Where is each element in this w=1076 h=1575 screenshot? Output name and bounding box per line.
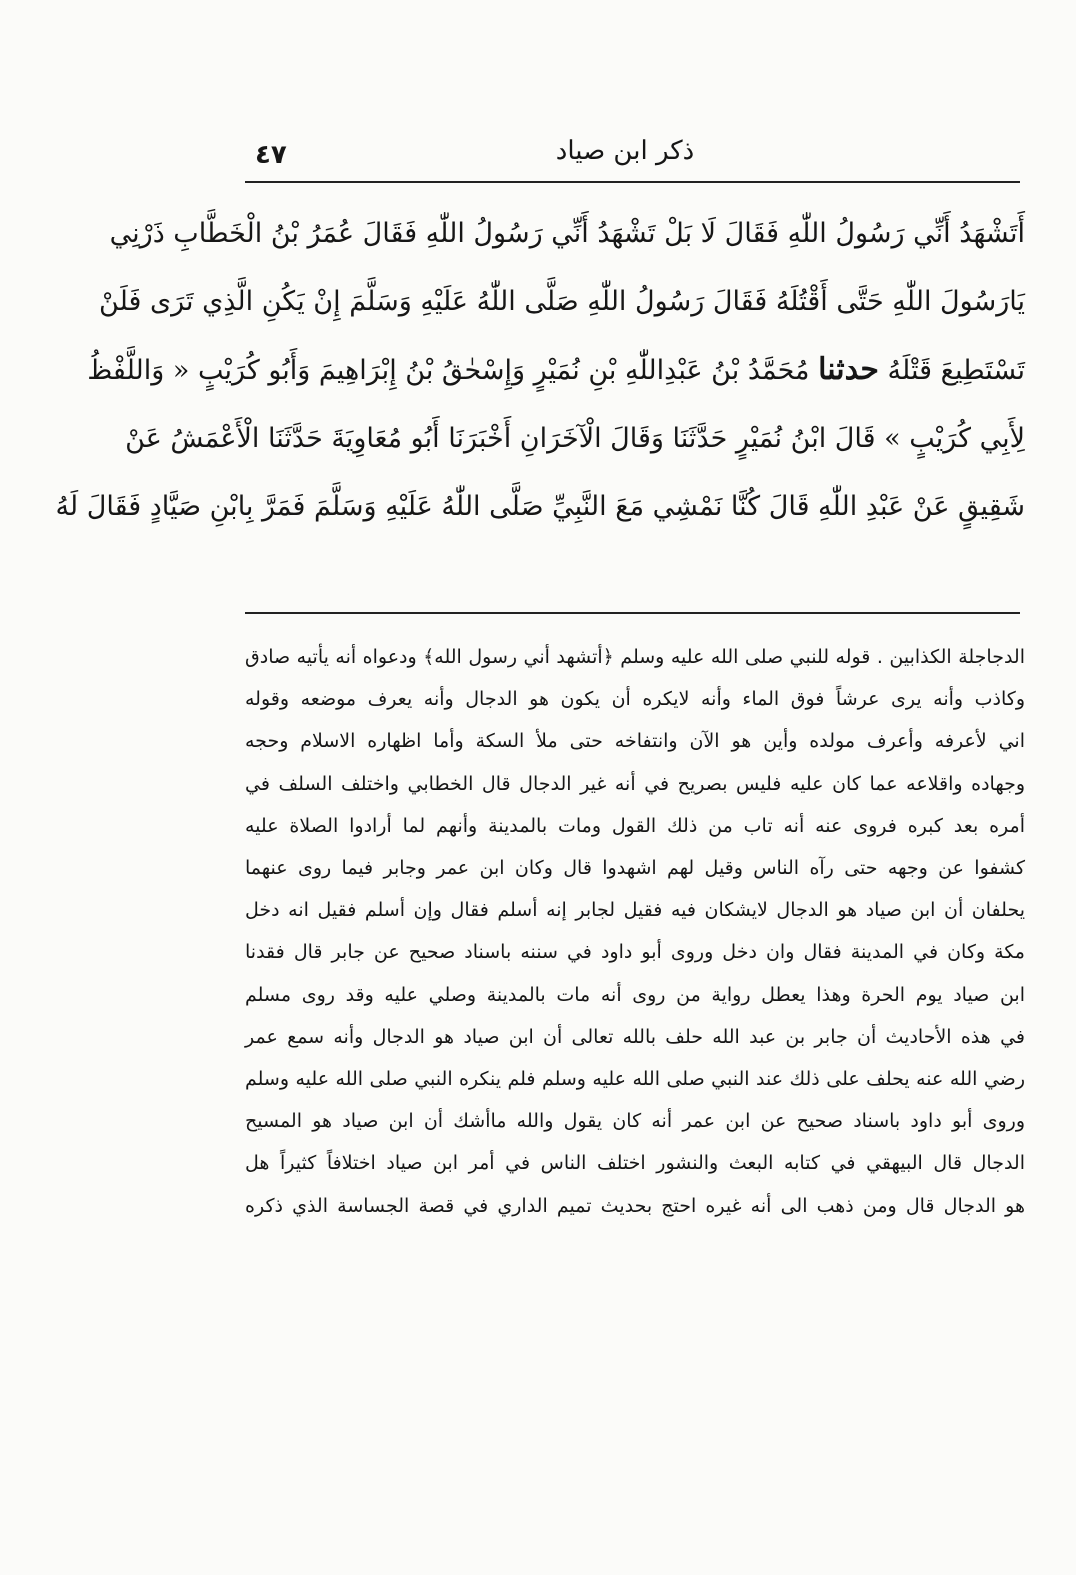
commentary-line: ابن صياد يوم الحرة وهذا يعطل رواية من روى أنه مات بالمدينة وصلي عليه وقد روى مسلم <box>245 983 1025 1006</box>
hadith-line: أَتَشْهَدُ أَنِّي رَسُولُ اللّٰهِ فَقَالَ لَا بَلْ تَشْهَدُ أَنِّي رَسُولُ اللّٰهِ فَقَالَ عُمَرُ بْنُ الْخَطَّابِ ذَرْنِي <box>109 218 1025 249</box>
hadith-line-segment: تَسْتَطِيعَ قَتْلَهُ <box>887 355 1025 386</box>
commentary-line: الدجاجلة الكذابين . قوله للنبي صلى الله عليه وسلم ﴿أتشهد أني رسول الله﴾ ودعواه أنه يأتيه صادق <box>245 646 1025 668</box>
hadith-line <box>87 336 1025 405</box>
header-rule <box>245 181 1020 183</box>
haddathana-marker: حدثنا <box>818 352 879 387</box>
hadith-line: لِأَبِي كُرَيْبٍ » قَالَ ابْنُ نُمَيْرٍ حَدَّثَنَا وَقَالَ الْآخَرَانِ أَخْبَرَنَا أَبُو مُعَاوِيَةَ حَدَّثَنَا الْأَعْمَشُ عَنْ <box>125 423 1025 454</box>
page-header <box>245 132 1020 180</box>
commentary-line: في هذه الأحاديث أن جابر بن عبد الله حلف بالله تعالى أن ابن صياد هو الدجال وأنه سمع عمر <box>245 1025 1025 1048</box>
hadith-line: يَارَسُولَ اللّٰهِ حَتَّى أَقْتُلَهُ فَقَالَ رَسُولُ اللّٰهِ صَلَّى اللّٰهُ عَلَيْهِ وَسَلَّمَ إِنْ يَكُنِ الَّذِي تَرَى فَلَنْ <box>99 286 1025 317</box>
running-title: ذكر ابن صياد <box>555 136 695 166</box>
commentary-line: يحلفان أن ابن صياد هو الدجال لايشكان فيه فقيل لجابر إنه أسلم فقال وإن أسلم فقيل انه دخل <box>245 899 1025 922</box>
commentary-line: وروى أبو داود باسناد صحيح عن ابن عمر أنه كان يقول والله ماأشك أن ابن صياد هو المسيح <box>245 1110 1025 1133</box>
commentary-line: كشفوا عن وجهه حتى رآه الناس وقيل لهم اشهدوا قال وكان ابن عمر وجابر فيما روى عنهما <box>245 857 1025 880</box>
commentary-line: الدجال قال البيهقي في كتابه البعث والنشور اختلف الناس في أمر ابن صياد اختلافاً كثيراً هل <box>245 1152 1025 1175</box>
commentary-line: وجهاده واقلاعه عما كان عليه فليس بصريح في أنه غير الدجال قال الخطابي واختلف السلف في <box>245 772 1025 795</box>
section-divider <box>245 612 1020 614</box>
commentary-line: وكاذب وأنه يرى عرشاً فوق الماء وأنه لايكره أن يكون هو الدجال وأنه يعرف موضعه وقوله <box>245 688 1025 711</box>
hadith-line-segment: مُحَمَّدُ بْنُ عَبْدِاللّٰهِ بْنِ نُمَيْرٍ وَإِسْحٰقُ بْنُ إِبْرَاهِيمَ وَأَبُو كُرَيْبٍ « وَاللَّفْظُ <box>87 355 810 386</box>
commentary-line: رضي الله عنه يحلف على ذلك عند النبي صلى الله عليه وسلم فلم ينكره النبي صلى الله عليه وسلم <box>245 1068 1025 1091</box>
page-number: ٤٧ <box>255 140 287 170</box>
commentary-line: أمره بعد كبره فروى عنه أنه تاب من ذلك القول ومات بالمدينة وأنهم لما أرادوا الصلاة عليه <box>245 814 1025 837</box>
commentary-line: هو الدجال قال ومن ذهب الى أنه غيره احتج بحديث تميم الداري في قصة الجساسة الذي ذكره <box>245 1194 1025 1217</box>
commentary-line: مكة وكان في المدينة فقال وان دخل وروى أبو داود في سننه باسناد صحيح عن جابر قال فقدنا <box>245 941 1025 964</box>
hadith-line: شَقِيقٍ عَنْ عَبْدِ اللّٰهِ قَالَ كُنَّا نَمْشِي مَعَ النَّبِيِّ صَلَّى اللّٰهُ عَلَيْهِ وَسَلَّمَ فَمَرَّ بِابْنِ صَيَّادٍ فَقَالَ لَهُ <box>55 491 1025 522</box>
commentary-text <box>245 636 1025 1411</box>
commentary-line: اني لأعرفه وأعرف مولده وأين هو الآن وانتفاخه حتى ملأ السكة وأما اظهاره الاسلام وحجه <box>245 730 1025 753</box>
hadith-text <box>55 200 1025 610</box>
